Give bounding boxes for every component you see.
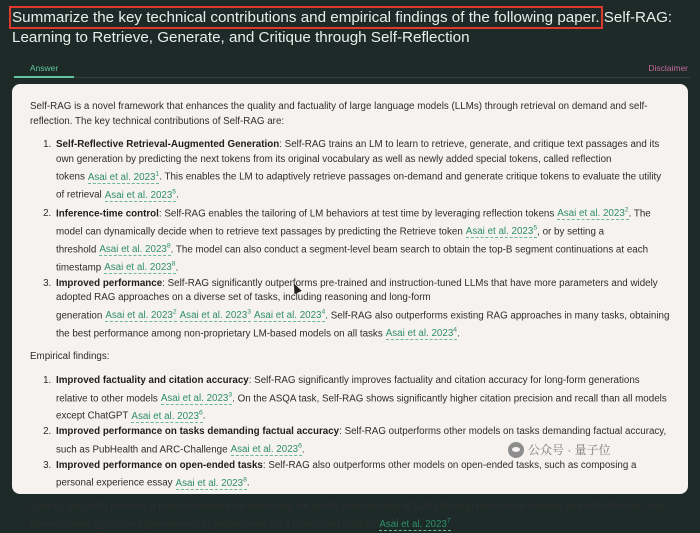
wechat-watermark — [508, 441, 611, 458]
contribution-item-1 — [54, 138, 670, 203]
citation-link[interactable]: Asai et al. 2023$^1$ — [87, 170, 160, 183]
findings-list — [30, 374, 670, 491]
item-title: Self-Reflective Retrieval-Augmented Generation — [56, 139, 280, 151]
citation-link[interactable]: Asai et al. 2023$^4$ — [385, 326, 458, 339]
item-title: Improved performance on open-ended tasks — [56, 459, 263, 471]
contributions-list — [30, 138, 670, 341]
citation-link[interactable]: Asai et al. 2023$^8$ — [99, 242, 171, 256]
item-title: Inference-time control — [56, 208, 159, 220]
overall-text: Overall, Self-RAG provides a novel framework for enhancing the quality and factuality of LLMs through retrieval on demand and self-reflection, and demonstrates significant improvements in performance on a diverse set of tasks — [30, 501, 665, 531]
item-text: . — [175, 261, 179, 273]
citation-link[interactable]: Asai et al. 2023$^6$ — [131, 409, 203, 422]
tab-disclaimer[interactable]: Disclaimer — [648, 63, 688, 73]
item-text: : Self-RAG trains an LM to learn to retrieve, generate, and critique text passages and its own generation by predicting the next tokens from its original vocabulary as well as newly added special tokens, called reflection tokens — [56, 139, 660, 183]
item-title: Improved factuality and citation accuracy — [56, 375, 249, 387]
answer-card — [12, 84, 688, 531]
intro-paragraph: Self-RAG is a novel framework that enhances the quality and factuality of large language models (LLMs) through retrieval on demand and self-reflection. The key technical contributions of Self-RAG are: — [30, 101, 648, 127]
citation-link[interactable]: Asai et al. 2023$^4$ — [253, 308, 326, 321]
finding-item-1 — [54, 374, 670, 424]
item-text: . The model can dynamically decide when to retrieve text passages by predicting the Retrieve token — [56, 208, 651, 238]
item-text: : Self-RAG significantly outperforms pre-trained and instruction-tuned LLMs that have more parameters and widely adopted RAG approaches on a diverse set of tasks, including reasoning and long-form generation — [56, 277, 658, 321]
answer-tabs — [14, 60, 690, 78]
citation-link[interactable]: Asai et al. 2023$^7$ — [379, 517, 451, 531]
findings-heading: Empirical findings: — [30, 351, 110, 363]
item-text: . — [457, 327, 460, 339]
prompt-rest: Self-RAG: Learning to Retrieve, Generate, and Critique through Self-Reflection — [12, 9, 673, 46]
citation-link[interactable]: Asai et al. 2023$^8$ — [104, 260, 176, 273]
item-text: . This enables the LM to adaptively retrieve passages on-demand and generate critique tokens to evaluate the utility of retrieval — [56, 171, 662, 201]
citation-link[interactable]: Asai et al. 2023$^8$ — [175, 476, 247, 489]
citation-link[interactable]: Asai et al. 2023$^2$ — [557, 207, 629, 220]
item-text: . — [202, 410, 206, 422]
citation-link[interactable]: Asai et al. 2023$^3$ — [179, 308, 251, 321]
citation-link[interactable]: Asai et al. 2023$^3$ — [160, 391, 233, 404]
contribution-item-2 — [54, 204, 670, 275]
item-text: : Self-RAG enables the tailoring of LM behaviors at test time by leveraging reflection tokens — [158, 208, 555, 220]
item-title: Improved performance — [56, 277, 163, 289]
citation-link[interactable]: Asai et al. 2023$^6$ — [230, 442, 302, 456]
finding-item-3 — [54, 459, 670, 491]
item-text: . — [301, 444, 305, 456]
overall-paragraph — [30, 500, 670, 532]
citation-link[interactable]: Asai et al. 2023$^5$ — [465, 224, 538, 238]
item-text: . The model can also conduct a segment-level beam search to obtain the top-B segment continuations at each timestamp — [56, 244, 649, 273]
citation-link[interactable]: Asai et al. 2023$^5$ — [104, 188, 177, 201]
user-prompt — [12, 8, 692, 48]
item-text: . — [246, 477, 250, 489]
item-title: Improved performance on tasks demanding factual accuracy — [56, 426, 340, 438]
tab-answer[interactable]: Answer — [14, 63, 74, 78]
item-text: . — [176, 189, 179, 201]
item-text: : Self-RAG outperforms other models on tasks demanding factual accuracy, such as PubHealth and ARC-Challenge — [56, 426, 667, 456]
item-text: , or by setting a threshold — [56, 226, 605, 256]
prompt-highlight: Summarize the key technical contributions and empirical findings of the following paper. — [12, 9, 600, 26]
item-text: . On the ASQA task, Self-RAG shows significantly higher citation precision and recall than all models except ChatGPT — [56, 392, 667, 422]
item-text: : Self-RAG significantly improves factuality and citation accuracy for long-form generations relative to other models — [56, 375, 640, 404]
citation-link[interactable]: Asai et al. 2023$^2$ — [105, 308, 177, 321]
item-text: : Self-RAG also outperforms other models on open-ended tasks, such as composing a personal experience essay — [56, 459, 637, 489]
watermark-text: 公众号 · 量子位 — [528, 443, 611, 457]
contribution-item-3 — [54, 277, 670, 342]
item-text: . Self-RAG also outperforms existing RAG approaches in many tasks, obtaining the best performance among non-proprietary LM-based models on all tasks — [56, 309, 670, 339]
wechat-icon — [508, 442, 524, 458]
